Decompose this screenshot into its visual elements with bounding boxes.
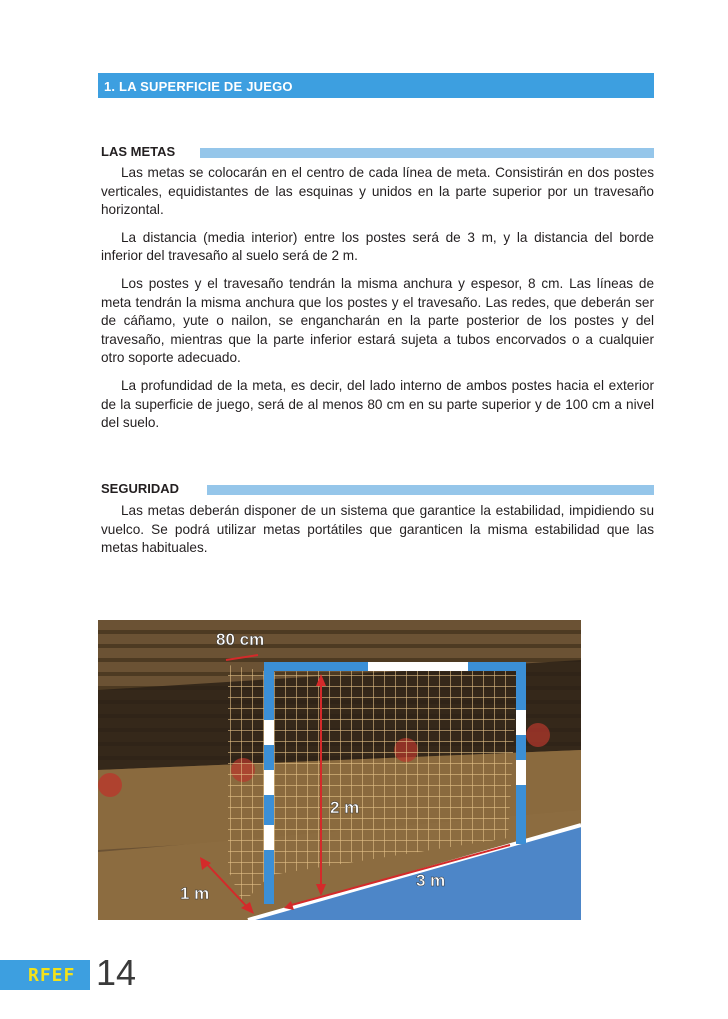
goal-diagram-photo: [98, 620, 581, 920]
label-80cm: 80 cm: [216, 630, 265, 649]
heading-bar: [207, 485, 654, 495]
heading-bar: [200, 148, 654, 158]
seguridad-body: [101, 502, 654, 567]
heading-seguridad: SEGURIDAD: [101, 481, 180, 496]
label-2m: 2 m: [330, 798, 360, 817]
heading-las-metas: LAS METAS: [101, 144, 176, 159]
paragraph: Las metas se colocarán en el centro de cada línea de meta. Consistirán en dos postes verticales, equidistantes de las esquinas y unidos en la parte superior por un travesaño horizontal.: [101, 165, 654, 218]
section-title: 1. LA SUPERFICIE DE JUEGO: [104, 79, 293, 94]
paragraph: Las metas deberán disponer de un sistema que garantice la estabilidad, impidiendo su vuelco. Se podrá utilizar metas portátiles que garanticen la misma estabilidad que las metas habituales.: [101, 503, 654, 556]
logo-text: RFEF: [28, 965, 76, 986]
section-banner: [98, 73, 654, 98]
rfef-logo: [0, 960, 90, 990]
page-number: 14: [96, 952, 137, 993]
paragraph: La distancia (media interior) entre los postes será de 3 m, y la distancia del borde inferior del travesaño al suelo será de 2 m.: [101, 229, 654, 264]
label-3m: 3 m: [416, 871, 446, 890]
paragraph: Los postes y el travesaño tendrán la misma anchura y espesor, 8 cm. Las líneas de meta tendrán la misma anchura que los postes y el travesaño. Las redes, que deberán ser de cáñamo, yute o nailon, se engancharán en la parte posterior de los postes y del travesaño, mientras que la parte inferior estará sujeta a tubos encorvados o a cualquier otro soporte adecuado.: [101, 275, 654, 366]
right-post: [516, 664, 526, 844]
paragraph: La profundidad de la meta, es decir, del lado interno de ambos postes hacia el exterior de la superficie de juego, será de al menos 80 cm en su parte superior y de 100 cm a nivel del suelo.: [101, 377, 654, 431]
label-1m: 1 m: [180, 884, 210, 903]
metas-body: [101, 164, 654, 442]
